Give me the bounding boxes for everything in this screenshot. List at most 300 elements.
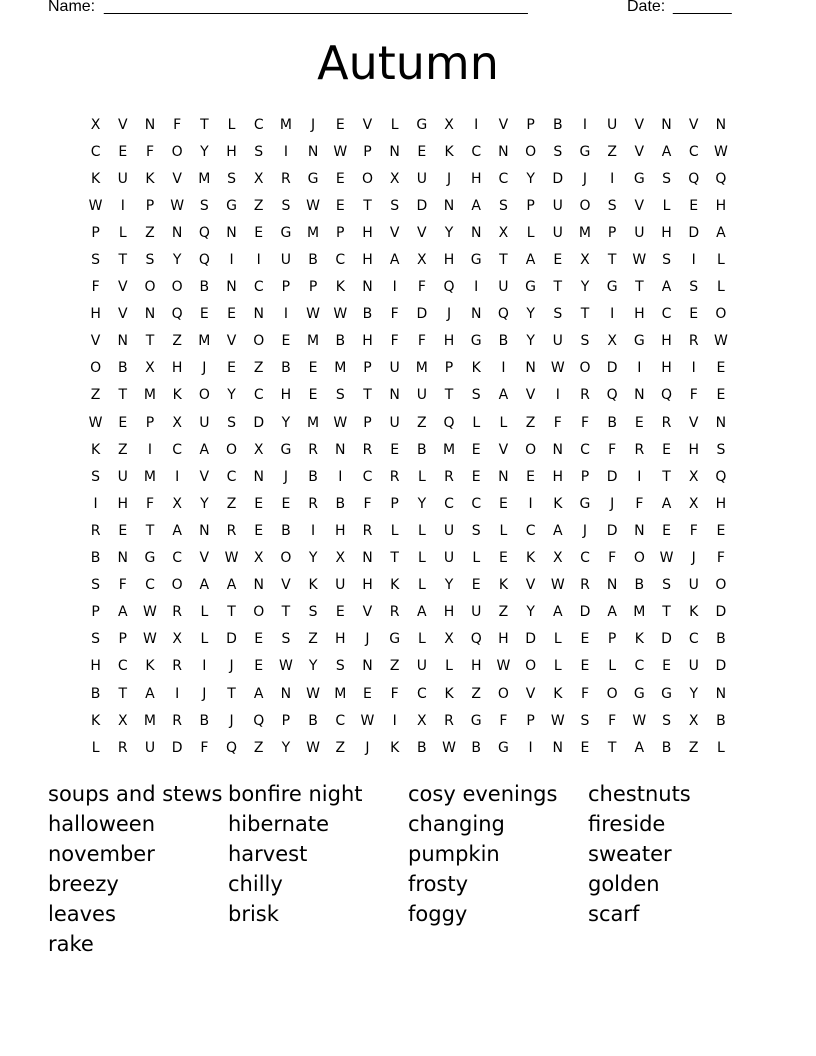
grid-letter[interactable]: V xyxy=(172,170,182,187)
grid-letter[interactable]: I xyxy=(691,360,696,377)
grid-letter[interactable]: Y xyxy=(526,604,535,621)
grid-letter[interactable]: K xyxy=(498,577,508,594)
grid-letter[interactable]: U xyxy=(471,604,482,621)
grid-letter[interactable]: Q xyxy=(443,414,455,431)
grid-letter[interactable]: Z xyxy=(498,604,509,621)
grid-letter[interactable]: F xyxy=(716,550,725,567)
grid-letter[interactable]: X xyxy=(145,360,155,377)
grid-letter[interactable]: H xyxy=(280,387,292,404)
grid-letter[interactable]: E xyxy=(308,360,318,377)
grid-letter[interactable]: M xyxy=(143,712,157,729)
grid-letter[interactable]: Y xyxy=(172,252,182,269)
grid-letter[interactable]: Z xyxy=(117,441,128,458)
grid-letter[interactable]: E xyxy=(363,685,372,702)
grid-letter[interactable]: C xyxy=(90,143,101,160)
grid-letter[interactable]: L xyxy=(717,279,725,296)
grid-letter[interactable]: N xyxy=(634,522,645,539)
grid-letter[interactable]: S xyxy=(199,197,209,214)
grid-letter[interactable]: I xyxy=(338,468,343,485)
grid-letter[interactable]: Z xyxy=(253,197,264,214)
grid-letter[interactable]: S xyxy=(553,143,563,160)
grid-letter[interactable]: W xyxy=(333,143,348,160)
grid-letter[interactable]: Y xyxy=(526,333,535,350)
grid-letter[interactable]: K xyxy=(390,577,400,594)
grid-letter[interactable]: T xyxy=(118,685,128,702)
grid-letter[interactable]: E xyxy=(390,441,400,458)
grid-letter[interactable]: H xyxy=(362,333,373,350)
grid-letter[interactable]: P xyxy=(91,604,100,621)
grid-letter[interactable]: O xyxy=(171,577,183,594)
grid-letter[interactable]: M xyxy=(279,116,292,133)
grid-letter[interactable]: N xyxy=(552,441,564,458)
grid-letter[interactable]: Z xyxy=(607,143,617,160)
grid-letter[interactable]: F xyxy=(608,550,617,567)
grid-letter[interactable]: P xyxy=(526,116,535,133)
grid-letter[interactable]: N xyxy=(307,143,319,160)
grid-letter[interactable]: V xyxy=(117,116,128,133)
grid-letter[interactable]: U xyxy=(634,224,645,241)
grid-letter[interactable]: F xyxy=(363,495,372,512)
grid-letter[interactable]: P xyxy=(336,224,345,241)
grid-letter[interactable]: D xyxy=(715,604,727,621)
grid-letter[interactable]: P xyxy=(363,143,372,160)
grid-letter[interactable]: N xyxy=(199,522,210,539)
grid-letter[interactable]: Y xyxy=(281,414,291,431)
grid-letter[interactable]: C xyxy=(416,685,427,702)
grid-letter[interactable]: J xyxy=(582,522,588,539)
grid-letter[interactable]: B xyxy=(471,739,482,756)
grid-letter[interactable]: V xyxy=(226,333,237,350)
grid-letter[interactable]: C xyxy=(117,658,128,675)
grid-letter[interactable]: H xyxy=(362,252,373,269)
grid-letter[interactable]: F xyxy=(417,279,426,296)
grid-letter[interactable]: C xyxy=(580,441,590,458)
grid-letter[interactable]: N xyxy=(715,685,727,702)
grid-letter[interactable]: T xyxy=(580,306,590,323)
grid-letter[interactable]: E xyxy=(417,143,427,160)
grid-letter[interactable]: X xyxy=(417,252,427,269)
grid-letter[interactable]: C xyxy=(525,522,536,539)
grid-letter[interactable]: D xyxy=(253,414,265,431)
grid-letter[interactable]: G xyxy=(497,739,509,756)
grid-letter[interactable]: G xyxy=(280,441,292,458)
grid-letter[interactable]: F xyxy=(635,495,644,512)
grid-letter[interactable]: L xyxy=(553,658,562,675)
grid-letter[interactable]: X xyxy=(172,414,182,431)
grid-letter[interactable]: Q xyxy=(198,252,210,269)
grid-letter[interactable]: U xyxy=(688,577,699,594)
grid-letter[interactable]: W xyxy=(306,197,321,214)
grid-letter[interactable]: U xyxy=(552,224,563,241)
grid-letter[interactable]: J xyxy=(691,550,696,567)
grid-letter[interactable]: E xyxy=(662,658,671,675)
grid-letter[interactable]: I xyxy=(175,685,180,702)
grid-letter[interactable]: S xyxy=(498,197,508,214)
grid-letter[interactable]: E xyxy=(498,495,508,512)
grid-letter[interactable]: R xyxy=(172,712,183,729)
grid-letter[interactable]: N xyxy=(525,360,536,377)
grid-letter[interactable]: B xyxy=(716,712,726,729)
grid-letter[interactable]: T xyxy=(227,604,236,621)
grid-letter[interactable]: H xyxy=(498,631,509,648)
grid-letter[interactable]: J xyxy=(365,739,370,756)
grid-letter[interactable]: C xyxy=(335,712,346,729)
grid-letter[interactable]: S xyxy=(662,170,671,187)
grid-letter[interactable]: U xyxy=(416,387,427,404)
grid-letter[interactable]: C xyxy=(172,550,183,567)
grid-letter[interactable]: O xyxy=(715,577,727,594)
grid-letter[interactable]: U xyxy=(117,468,128,485)
grid-letter[interactable]: B xyxy=(634,577,645,594)
grid-letter[interactable]: G xyxy=(470,333,482,350)
grid-letter[interactable]: H xyxy=(661,333,672,350)
grid-letter[interactable]: N xyxy=(470,306,482,323)
grid-letter[interactable]: V xyxy=(525,577,536,594)
grid-letter[interactable]: R xyxy=(661,414,672,431)
grid-letter[interactable]: S xyxy=(145,252,155,269)
grid-letter[interactable]: P xyxy=(308,279,318,296)
grid-letter[interactable]: O xyxy=(715,306,727,323)
grid-letter[interactable]: B xyxy=(308,468,318,485)
grid-letter[interactable]: F xyxy=(689,387,698,404)
grid-letter[interactable]: B xyxy=(199,279,210,296)
grid-letter[interactable]: B xyxy=(308,252,318,269)
grid-letter[interactable]: C xyxy=(335,252,346,269)
grid-letter[interactable]: H xyxy=(443,333,455,350)
grid-letter[interactable]: F xyxy=(580,414,589,431)
grid-letter[interactable]: D xyxy=(171,739,183,756)
grid-letter[interactable]: X xyxy=(253,550,264,567)
grid-letter[interactable]: L xyxy=(200,604,209,621)
grid-letter[interactable]: G xyxy=(633,170,645,187)
grid-letter[interactable]: H xyxy=(335,522,346,539)
grid-letter[interactable]: F xyxy=(390,685,399,702)
grid-letter[interactable]: E xyxy=(308,387,318,404)
grid-letter[interactable]: I xyxy=(474,116,479,133)
grid-letter[interactable]: R xyxy=(308,441,318,458)
grid-letter[interactable]: K xyxy=(526,550,536,567)
grid-letter[interactable]: U xyxy=(199,414,210,431)
grid-letter[interactable]: E xyxy=(281,333,291,350)
grid-letter[interactable]: I xyxy=(528,739,533,756)
grid-letter[interactable]: J xyxy=(283,468,288,485)
grid-letter[interactable]: V xyxy=(688,414,699,431)
grid-letter[interactable]: L xyxy=(499,522,508,539)
grid-letter[interactable]: A xyxy=(117,604,128,621)
grid-letter[interactable]: O xyxy=(226,441,238,458)
grid-letter[interactable]: R xyxy=(688,333,699,350)
grid-letter[interactable]: O xyxy=(497,685,509,702)
grid-letter[interactable]: W xyxy=(306,739,321,756)
grid-letter[interactable]: H xyxy=(335,631,346,648)
grid-letter[interactable]: L xyxy=(608,658,617,675)
grid-letter[interactable]: L xyxy=(417,468,426,485)
grid-letter[interactable]: S xyxy=(335,387,345,404)
grid-letter[interactable]: O xyxy=(579,360,591,377)
grid-letter[interactable]: B xyxy=(661,739,672,756)
grid-letter[interactable]: L xyxy=(662,197,671,214)
grid-letter[interactable]: I xyxy=(202,658,207,675)
grid-letter[interactable]: G xyxy=(470,712,482,729)
grid-letter[interactable]: O xyxy=(171,279,183,296)
grid-letter[interactable]: C xyxy=(172,441,183,458)
grid-letter[interactable]: G xyxy=(525,279,537,296)
grid-letter[interactable]: Q xyxy=(171,306,183,323)
grid-letter[interactable]: O xyxy=(361,170,373,187)
grid-letter[interactable]: A xyxy=(525,252,536,269)
grid-letter[interactable]: C xyxy=(362,468,373,485)
grid-letter[interactable]: Q xyxy=(715,170,727,187)
grid-letter[interactable]: H xyxy=(226,143,237,160)
grid-letter[interactable]: P xyxy=(390,495,399,512)
grid-letter[interactable]: A xyxy=(253,685,264,702)
grid-letter[interactable]: R xyxy=(444,468,454,485)
grid-letter[interactable]: U xyxy=(416,170,427,187)
grid-letter[interactable]: R xyxy=(308,495,318,512)
grid-letter[interactable]: W xyxy=(333,414,348,431)
grid-letter[interactable]: W xyxy=(496,658,511,675)
grid-letter[interactable]: X xyxy=(253,441,264,458)
grid-letter[interactable]: Q xyxy=(497,306,509,323)
grid-letter[interactable]: A xyxy=(661,495,672,512)
grid-letter[interactable]: G xyxy=(416,116,428,133)
grid-letter[interactable]: C xyxy=(226,468,237,485)
grid-letter[interactable]: W xyxy=(88,197,103,214)
grid-letter[interactable]: X xyxy=(253,170,264,187)
grid-letter[interactable]: Q xyxy=(606,387,618,404)
grid-letter[interactable]: A xyxy=(498,387,509,404)
grid-letter[interactable]: F xyxy=(145,143,154,160)
grid-letter[interactable]: S xyxy=(662,577,671,594)
grid-letter[interactable]: L xyxy=(118,224,127,241)
grid-letter[interactable]: S xyxy=(716,441,726,458)
grid-letter[interactable]: A xyxy=(607,604,617,621)
grid-letter[interactable]: Y xyxy=(200,495,209,512)
grid-letter[interactable]: E xyxy=(662,522,671,539)
grid-letter[interactable]: X xyxy=(444,116,454,133)
grid-letter[interactable]: R xyxy=(281,170,291,187)
grid-letter[interactable]: K xyxy=(444,685,454,702)
grid-letter[interactable]: S xyxy=(281,197,291,214)
grid-letter[interactable]: T xyxy=(281,604,291,621)
grid-letter[interactable]: X xyxy=(498,224,509,241)
grid-letter[interactable]: B xyxy=(362,306,373,323)
grid-letter[interactable]: V xyxy=(688,116,699,133)
grid-letter[interactable]: X xyxy=(417,712,427,729)
grid-letter[interactable]: Q xyxy=(443,279,455,296)
grid-letter[interactable]: M xyxy=(307,414,320,431)
grid-letter[interactable]: S xyxy=(390,197,400,214)
grid-letter[interactable]: I xyxy=(610,170,615,187)
grid-letter[interactable]: F xyxy=(173,116,182,133)
grid-letter[interactable]: G xyxy=(579,495,591,512)
grid-letter[interactable]: L xyxy=(227,116,236,133)
grid-letter[interactable]: Z xyxy=(308,631,318,648)
grid-letter[interactable]: S xyxy=(662,712,671,729)
grid-letter[interactable]: E xyxy=(526,468,536,485)
grid-letter[interactable]: M xyxy=(143,387,157,404)
grid-letter[interactable]: Y xyxy=(444,577,454,594)
grid-letter[interactable]: J xyxy=(610,495,615,512)
grid-letter[interactable]: I xyxy=(175,468,180,485)
grid-letter[interactable]: Q xyxy=(253,712,265,729)
grid-letter[interactable]: R xyxy=(90,522,101,539)
grid-letter[interactable]: Q xyxy=(661,387,673,404)
grid-letter[interactable]: I xyxy=(283,306,288,323)
grid-letter[interactable]: H xyxy=(715,495,727,512)
grid-letter[interactable]: P xyxy=(281,712,291,729)
grid-letter[interactable]: P xyxy=(526,197,535,214)
grid-letter[interactable]: O xyxy=(525,441,537,458)
grid-letter[interactable]: G xyxy=(606,279,618,296)
grid-letter[interactable]: X xyxy=(688,495,699,512)
grid-letter[interactable]: W xyxy=(306,685,321,702)
grid-letter[interactable]: W xyxy=(333,306,348,323)
grid-letter[interactable]: Z xyxy=(253,739,264,756)
grid-letter[interactable]: L xyxy=(91,739,100,756)
grid-letter[interactable]: U xyxy=(552,197,563,214)
grid-letter[interactable]: V xyxy=(199,550,210,567)
grid-letter[interactable]: I xyxy=(229,252,234,269)
grid-letter[interactable]: F xyxy=(608,441,617,458)
grid-letter[interactable]: H xyxy=(661,360,672,377)
grid-letter[interactable]: J xyxy=(229,712,234,729)
grid-letter[interactable]: Y xyxy=(227,387,236,404)
grid-letter[interactable]: A xyxy=(226,577,237,594)
grid-letter[interactable]: V xyxy=(634,197,645,214)
grid-letter[interactable]: N xyxy=(226,224,237,241)
grid-letter[interactable]: V xyxy=(498,441,509,458)
grid-letter[interactable]: Z xyxy=(471,685,482,702)
grid-letter[interactable]: H xyxy=(171,360,183,377)
grid-letter[interactable]: N xyxy=(171,224,183,241)
grid-letter[interactable]: U xyxy=(117,170,128,187)
grid-letter[interactable]: A xyxy=(661,143,672,160)
grid-letter[interactable]: T xyxy=(145,522,155,539)
grid-letter[interactable]: N xyxy=(634,387,645,404)
grid-letter[interactable]: I xyxy=(392,279,397,296)
grid-letter[interactable]: Y xyxy=(200,143,209,160)
grid-letter[interactable]: P xyxy=(526,712,535,729)
grid-letter[interactable]: A xyxy=(145,685,155,702)
grid-letter[interactable]: N xyxy=(498,143,509,160)
grid-letter[interactable]: D xyxy=(226,631,237,648)
grid-letter[interactable]: V xyxy=(362,116,373,133)
grid-letter[interactable]: E xyxy=(471,577,481,594)
grid-letter[interactable]: A xyxy=(389,252,400,269)
grid-letter[interactable]: N xyxy=(389,387,400,404)
grid-letter[interactable]: P xyxy=(118,631,127,648)
grid-letter[interactable]: W xyxy=(659,550,674,567)
grid-letter[interactable]: S xyxy=(254,143,264,160)
grid-letter[interactable]: M xyxy=(334,685,347,702)
grid-letter[interactable]: E xyxy=(227,306,236,323)
grid-letter[interactable]: O xyxy=(606,685,618,702)
grid-letter[interactable]: Z xyxy=(90,387,101,404)
grid-letter[interactable]: G xyxy=(470,252,482,269)
grid-letter[interactable]: B xyxy=(552,116,563,133)
grid-letter[interactable]: S xyxy=(91,252,101,269)
grid-letter[interactable]: F xyxy=(91,279,100,296)
grid-letter[interactable]: V xyxy=(525,387,536,404)
grid-letter[interactable]: I xyxy=(610,306,615,323)
grid-letter[interactable]: F xyxy=(689,522,698,539)
grid-letter[interactable]: E xyxy=(580,739,590,756)
grid-letter[interactable]: E xyxy=(254,522,264,539)
grid-letter[interactable]: P xyxy=(607,631,617,648)
grid-letter[interactable]: T xyxy=(553,279,563,296)
grid-letter[interactable]: Z xyxy=(417,414,427,431)
grid-letter[interactable]: E xyxy=(254,224,264,241)
grid-letter[interactable]: E xyxy=(580,658,590,675)
grid-letter[interactable]: A xyxy=(716,224,726,241)
grid-letter[interactable]: K xyxy=(444,143,454,160)
grid-letter[interactable]: W xyxy=(278,658,293,675)
grid-letter[interactable]: U xyxy=(389,360,400,377)
grid-letter[interactable]: M xyxy=(415,360,428,377)
grid-letter[interactable]: Y xyxy=(526,306,535,323)
grid-letter[interactable]: E xyxy=(254,631,264,648)
grid-letter[interactable]: W xyxy=(224,550,239,567)
grid-letter[interactable]: X xyxy=(117,712,128,729)
grid-letter[interactable]: E xyxy=(118,143,128,160)
grid-letter[interactable]: G xyxy=(280,224,292,241)
grid-letter[interactable]: O xyxy=(633,550,645,567)
grid-letter[interactable]: Z xyxy=(335,739,346,756)
grid-letter[interactable]: U xyxy=(280,252,292,269)
grid-letter[interactable]: N xyxy=(715,116,727,133)
grid-letter[interactable]: N xyxy=(362,658,373,675)
grid-letter[interactable]: W xyxy=(442,739,456,756)
grid-letter[interactable]: B xyxy=(308,712,318,729)
grid-letter[interactable]: E xyxy=(662,441,671,458)
grid-letter[interactable]: E xyxy=(471,468,481,485)
grid-letter[interactable]: S xyxy=(580,333,590,350)
grid-letter[interactable]: I xyxy=(474,279,479,296)
grid-letter[interactable]: T xyxy=(118,252,128,269)
grid-letter[interactable]: X xyxy=(389,170,400,187)
grid-letter[interactable]: X xyxy=(688,468,699,485)
grid-letter[interactable]: L xyxy=(390,522,399,539)
grid-letter[interactable]: L xyxy=(526,224,535,241)
grid-letter[interactable]: C xyxy=(253,279,264,296)
grid-letter[interactable]: V xyxy=(525,685,536,702)
grid-letter[interactable]: G xyxy=(389,631,401,648)
grid-letter[interactable]: E xyxy=(335,116,345,133)
grid-letter[interactable]: C xyxy=(444,495,454,512)
grid-letter[interactable]: U xyxy=(144,739,156,756)
grid-letter[interactable]: M xyxy=(143,468,157,485)
grid-letter[interactable]: S xyxy=(471,387,481,404)
grid-letter[interactable]: H xyxy=(715,197,727,214)
grid-letter[interactable]: T xyxy=(145,333,155,350)
grid-letter[interactable]: H xyxy=(634,306,645,323)
grid-letter[interactable]: D xyxy=(579,604,591,621)
grid-letter[interactable]: C xyxy=(661,306,672,323)
grid-letter[interactable]: I xyxy=(93,495,98,512)
grid-letter[interactable]: H xyxy=(117,495,129,512)
name-field[interactable]: ___________________________________________________ xyxy=(104,0,528,15)
grid-letter[interactable]: V xyxy=(634,116,645,133)
grid-letter[interactable]: Q xyxy=(688,170,700,187)
grid-letter[interactable]: E xyxy=(498,550,508,567)
grid-letter[interactable]: N xyxy=(362,550,373,567)
grid-letter[interactable]: T xyxy=(390,550,399,567)
grid-letter[interactable]: W xyxy=(632,252,647,269)
grid-letter[interactable]: J xyxy=(446,170,452,187)
grid-letter[interactable]: J xyxy=(311,116,316,133)
grid-letter[interactable]: H xyxy=(443,252,455,269)
